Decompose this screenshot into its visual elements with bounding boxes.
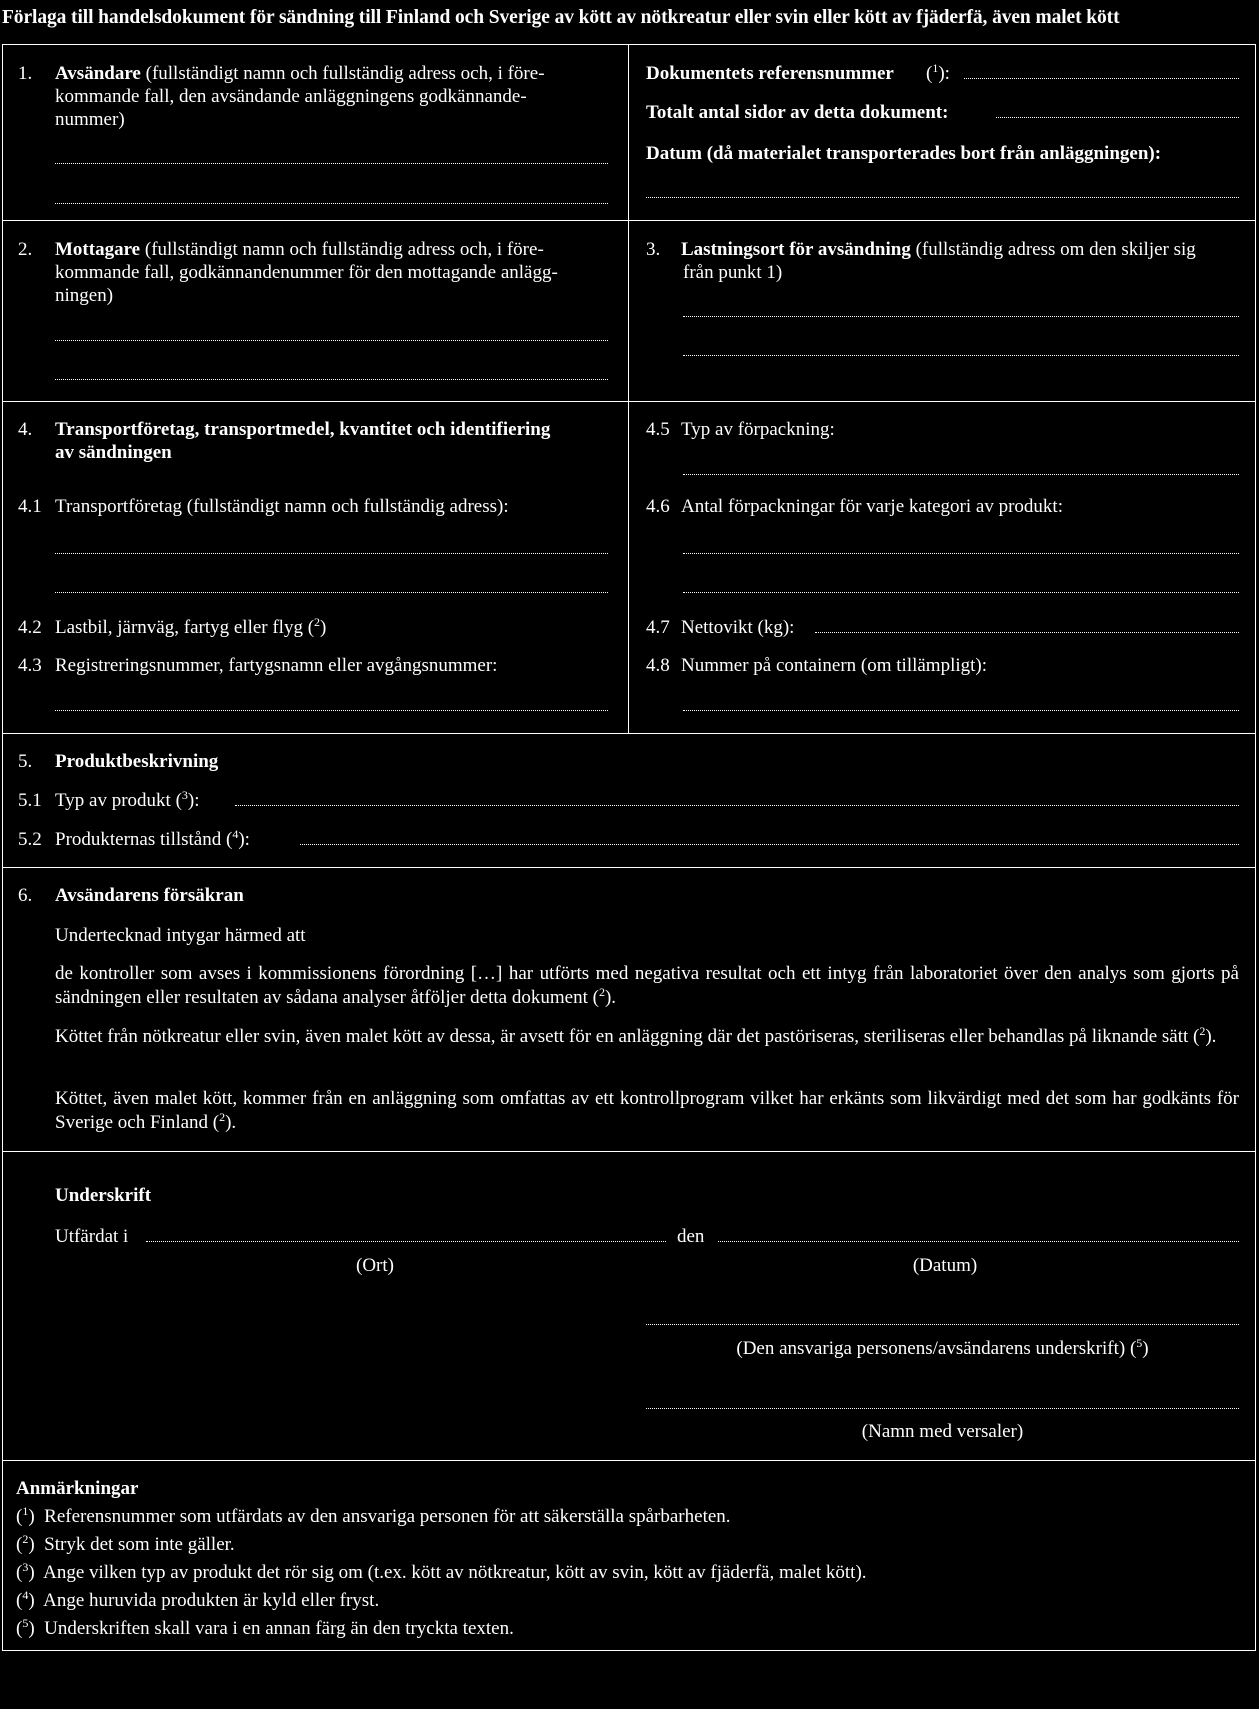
net-weight-field[interactable] [815,632,1239,633]
section-number: 6. [18,885,33,906]
declaration-paragraph: Köttet, även malet kött, kommer från en anläggning som omfattas av ett kontrollprogram vilket har erkänts som likvärdigt med det som har godkänts för Sverige och Finland ($^2$). [55,1088,1239,1133]
section-text: ningen) [55,285,114,306]
divider [2,401,1256,402]
total-pages-label: Totalt antal sidor av detta dokument: [646,102,949,123]
den-label: den [677,1226,705,1247]
item-label: Lastbil, järnväg, fartyg eller flyg [55,617,303,638]
divider [2,1460,1256,1461]
place-field[interactable] [146,1241,666,1242]
ref-label: Dokumentets referensnummer [646,63,894,84]
section-number: 1. [18,63,33,84]
note-item: ($^3$) Ange vilken typ av produkt det rör sig om (t.ex. kött av nötkreatur, kött av svin, kött av fjäderfä, malet kött). [16,1560,867,1583]
section-heading: Avsändare [55,63,141,84]
note-item: ($^1$) Referensnummer som utfärdats av den ansvariga personen för att säkerställa spårbarheten. [16,1504,731,1527]
divider [2,220,1256,221]
item-number: 4.6 [646,496,670,517]
loading-place-line-1[interactable] [683,316,1239,317]
section-text: kommande fall, godkännandenummer för den mottagande anlägg- [55,262,558,283]
note-item: ($^5$) Underskriften skall vara i en annan färg än den tryckta texten. [16,1616,514,1639]
section-number: 3. [646,239,661,260]
sender-line-2[interactable] [55,203,608,204]
ref-number-field[interactable] [964,78,1239,79]
package-count-line-1[interactable] [683,553,1239,554]
section-text: kommande fall, den avsändande anläggningens godkännande- [55,86,527,107]
divider [2,733,1256,734]
section-text: (fullständigt namn och fullständig adress och, i före- [145,63,545,84]
item-number: 4.7 [646,617,670,638]
sender-line-1[interactable] [55,163,608,164]
section-text: nummer) [55,109,125,130]
item-number: 5.1 [18,790,42,811]
item-number: 4.1 [18,496,42,517]
item-label: Typ av förpackning: [681,419,835,440]
signature-heading: Underskrift [55,1185,152,1206]
item-number: 4.8 [646,655,670,676]
loading-place-line-2[interactable] [683,355,1239,356]
divider [2,867,1256,868]
item-label: Nummer på containern (om tillämpligt): [681,655,988,676]
issued-in-label: Utfärdat i [55,1226,129,1247]
document-title: Förlaga till handelsdokument för sändning till Finland och Sverige av kött av nötkreatur eller svin eller kött av fjäderfä, även malet kött [2,7,1120,28]
section-number: 5. [18,751,33,772]
footnote-ref: 4 [232,827,239,841]
item-number: 4.2 [18,617,42,638]
item-label: Registreringsnummer, fartygsnamn eller avgångsnummer: [55,655,498,676]
name-field[interactable] [646,1408,1239,1409]
item-label: Typ av produkt [55,790,171,811]
footnote-ref: 3 [181,788,188,802]
date-field[interactable] [646,197,1239,198]
section-number: 2. [18,239,33,260]
date-label: Datum (då materialet transporterades bort från anläggningen): [646,143,1162,164]
section-heading: Avsändarens försäkran [55,885,244,906]
container-number-field[interactable] [683,710,1239,711]
item-number: 4.3 [18,655,42,676]
section-heading: av sändningen [55,442,172,463]
notes-heading: Anmärkningar [16,1478,139,1499]
signature-caption: (Den ansvariga personens/avsändarens underskrift) ($^5$) [736,1336,1149,1359]
section-text: från punkt 1) [683,262,783,283]
registration-field[interactable] [55,710,608,711]
section-heading: Produktbeskrivning [55,751,219,772]
item-label: Nettovikt (kg): [681,617,795,638]
section-heading: Mottagare [55,239,141,260]
total-pages-field[interactable] [996,117,1239,118]
packaging-type-field[interactable] [683,474,1239,475]
product-condition-field[interactable] [300,844,1239,845]
date-caption: (Datum) [912,1255,978,1276]
column-divider [628,44,629,733]
section-heading: Lastningsort för avsändning [681,239,911,260]
item-label: Antal förpackningar för varje kategori av produkt: [681,496,1063,517]
name-caption: (Namn med versaler) [861,1421,1024,1442]
consignee-line-2[interactable] [55,379,608,380]
carrier-line-1[interactable] [55,553,608,554]
note-item: ($^4$) Ange huruvida produkten är kyld eller fryst. [16,1588,380,1611]
section-number: 4. [18,419,33,440]
item-label: Produkternas tillstånd [55,829,222,850]
carrier-line-2[interactable] [55,592,608,593]
item-number: 4.5 [646,419,670,440]
declaration-paragraph: Köttet från nötkreatur eller svin, även malet kött av dessa, är avsett för en anläggning där det pastöriseras, steriliseras eller behandlas på liknande sätt ($^2$). [55,1024,1217,1047]
footnote-ref: 2 [314,615,321,629]
item-number: 5.2 [18,829,42,850]
signature-field[interactable] [646,1324,1239,1325]
footnote-ref: 1 [932,61,939,75]
place-caption: (Ort) [356,1255,394,1276]
note-item: ($^2$) Stryk det som inte gäller. [16,1532,235,1555]
section-heading: Transportföretag, transportmedel, kvantitet och identifiering [55,419,551,440]
declaration-intro: Undertecknad intygar härmed att [55,925,306,946]
declaration-paragraph: de kontroller som avses i kommissionens förordning […] har utförts med negativa resultat och ett intyg från laboratoriet över den analys som gjorts på sändningen eller resultaten av sådana analyser åtföljer detta dokument ($^2$). [55,963,1239,1008]
product-type-field[interactable] [235,805,1239,806]
divider [2,1151,1256,1152]
section-text: (fullständig adress om den skiljer sig [915,239,1196,260]
consignee-line-1[interactable] [55,340,608,341]
date-signed-field[interactable] [718,1241,1239,1242]
item-label: Transportföretag (fullständigt namn och fullständig adress): [55,496,509,517]
section-text: (fullständigt namn och fullständig adress och, i före- [144,239,544,260]
package-count-line-2[interactable] [683,592,1239,593]
